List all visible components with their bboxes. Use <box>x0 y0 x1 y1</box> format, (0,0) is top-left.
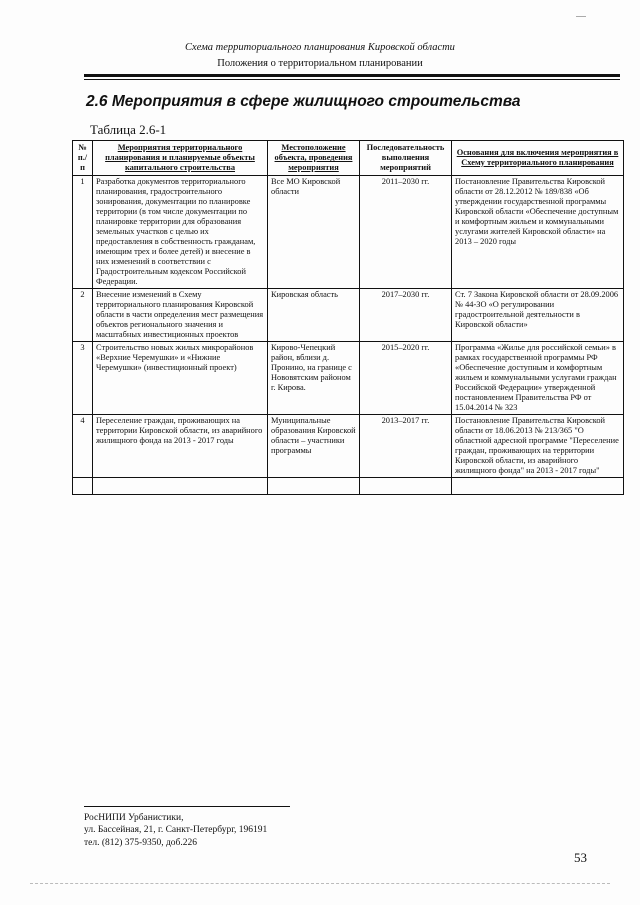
cell-sequence: 2011–2030 гг. <box>360 176 452 289</box>
scan-artifact <box>576 16 586 17</box>
document-title: Схема территориального планирования Кировской области <box>185 42 455 53</box>
cell-basis: Ст. 7 Закона Кировской области от 28.09.2006 № 44-ЗО «О регулировании градостроительной деятельности в Кировской области» <box>452 289 624 342</box>
cell-location: Все МО Кировской области <box>268 176 360 289</box>
table-row <box>73 415 624 478</box>
table-row <box>73 342 624 415</box>
cell-empty <box>360 478 452 495</box>
table-empty-row <box>73 478 624 495</box>
cell-sequence: 2015–2020 гг. <box>360 342 452 415</box>
cell-event: Переселение граждан, проживающих на территории Кировской области, из аварийного жилищного фонда на 2013 - 2017 годы <box>93 415 268 478</box>
events-table <box>72 140 624 495</box>
section-heading: 2.6 Мероприятия в сфере жилищного строительства <box>86 93 521 110</box>
footer <box>84 812 267 849</box>
header-num: № п./п <box>73 141 93 176</box>
header-sequence: Последовательность выполнения мероприятий <box>360 141 452 176</box>
cell-sequence: 2013–2017 гг. <box>360 415 452 478</box>
header-location-label: Местоположение объекта, проведения мероприятия <box>274 143 353 172</box>
header-basis <box>452 141 624 176</box>
cell-num: 3 <box>73 342 93 415</box>
page-number: 53 <box>574 850 587 865</box>
header-basis-label: Основания для включения мероприятия в Схему территориального планирования <box>456 148 619 167</box>
header-location <box>268 141 360 176</box>
footer-org: РосНИПИ Урбанистики, <box>84 813 184 823</box>
scan-edge-line <box>30 883 610 884</box>
table-header-row <box>73 141 624 176</box>
cell-location: Муниципальные образования Кировской области – участники программы <box>268 415 360 478</box>
cell-empty <box>268 478 360 495</box>
cell-location: Кирово-Чепецкий район, вблизи д. Пронино, на границе с Нововятским районом г. Кирова. <box>268 342 360 415</box>
header-event-label: Мероприятия территориального планирования и планируемые объекты капитального строительства <box>105 143 255 172</box>
cell-empty <box>73 478 93 495</box>
cell-basis: Программа «Жилье для российской семьи» в рамках государственной программы РФ «Обеспечение доступным и комфортным жильем и коммунальными услугами граждан Российской Федерации» утвержденной постановлением Правительства РФ от 15.04.2014 № 323 <box>452 342 624 415</box>
cell-sequence: 2017–2030 гг. <box>360 289 452 342</box>
cell-basis: Постановление Правительства Кировской области от 18.06.2013 № 213/365 "О областной адресной программе "Переселение граждан, проживающих на территории Кировской области, из аварийного жилищного фонда" на 2013 - 2017 годы" <box>452 415 624 478</box>
table-row <box>73 176 624 289</box>
footer-address: ул. Бассейная, 21, г. Санкт-Петербург, 196191 <box>84 825 268 836</box>
cell-num: 4 <box>73 415 93 478</box>
table-caption: Таблица 2.6-1 <box>90 122 167 137</box>
header-rule-thick <box>84 74 620 77</box>
cell-empty <box>452 478 624 495</box>
document-subtitle: Положения о территориальном планировании <box>217 58 423 69</box>
cell-event: Внесение изменений в Схему территориального планирования Кировской области в части определения мест размещения объектов регионального значения и масштабных инвестиционных проектов <box>93 289 268 342</box>
cell-basis: Постановление Правительства Кировской области от 28.12.2012 № 189/838 «Об утверждении государственной программы Кировской области «Обеспечение доступным и комфортным жильем и коммунальными услугами жителей Кировской области» на 2013 – 2020 годы <box>452 176 624 289</box>
cell-event: Разработка документов территориального планирования, градостроительного зонирования, документации по планировке территории (в том числе документации по планировке территории для образования земельных участков с целью их предоставления в собственность гражданам, имеющим трех и более детей) и внесение в них изменений в соответствии с Градостроительным кодексом Российской Федерации. <box>93 176 268 289</box>
header-event <box>93 141 268 176</box>
cell-num: 1 <box>73 176 93 289</box>
table-row <box>73 289 624 342</box>
footer-rule <box>84 806 290 807</box>
footer-phone: тел. (812) 375-9350, доб.226 <box>84 837 198 848</box>
cell-location: Кировская область <box>268 289 360 342</box>
cell-num: 2 <box>73 289 93 342</box>
header-rule-thin <box>84 79 620 80</box>
cell-empty <box>93 478 268 495</box>
cell-event: Строительство новых жилых микрорайонов «Верхние Черемушки» и «Нижние Черемушки» (инвестиционный проект) <box>93 342 268 415</box>
